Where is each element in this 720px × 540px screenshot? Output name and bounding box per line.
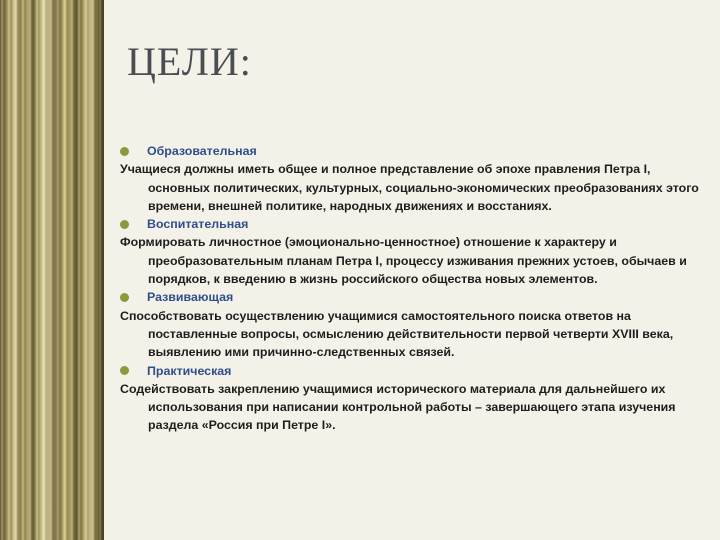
slide-title: ЦЕЛИ: (127, 39, 252, 84)
goal-heading-practical (120, 362, 708, 380)
goal-text: Способствовать осуществлению учащимися самостоятельного поиска ответов на поставленные вопросы, осмыслению действительности первой четверти XVIII века, выявлению ими причинно-следственных связей. (120, 308, 674, 360)
goal-text: Формировать личностное (эмоционально-ценностное) отношение к характеру и преобразовательным планам Петра I, процессу изживания прежних устоев, обычаев и порядков, к введению в жизнь российского общества новых элементов. (120, 235, 687, 287)
goal-heading-developmental (120, 288, 708, 306)
goal-label: Практическая (147, 363, 232, 378)
goal-heading-educational (120, 142, 708, 160)
goal-heading-upbringing (120, 215, 708, 233)
bullet-icon (120, 220, 129, 229)
goal-text: Содействовать закреплению учащимися исторического материала для дальнейшего их использования при написании контрольной работы – завершающего этапа изучения раздела «Россия при Петре I». (120, 381, 676, 433)
bullet-icon (120, 366, 129, 375)
bullet-icon (120, 293, 129, 302)
goal-label: Развивающая (147, 290, 234, 305)
goal-label: Воспитательная (147, 217, 249, 232)
decorative-gold-sidebar (0, 0, 104, 540)
goal-text: Учащиеся должны иметь общее и полное представление об эпохе правления Петра I, основных политических, культурных, социально-экономических преобразованиях этого времени, внешней политике, народных движениях и восстаниях. (120, 162, 699, 213)
goal-label: Образовательная (147, 144, 257, 158)
bullet-icon (120, 147, 129, 156)
goals-list (120, 142, 708, 435)
